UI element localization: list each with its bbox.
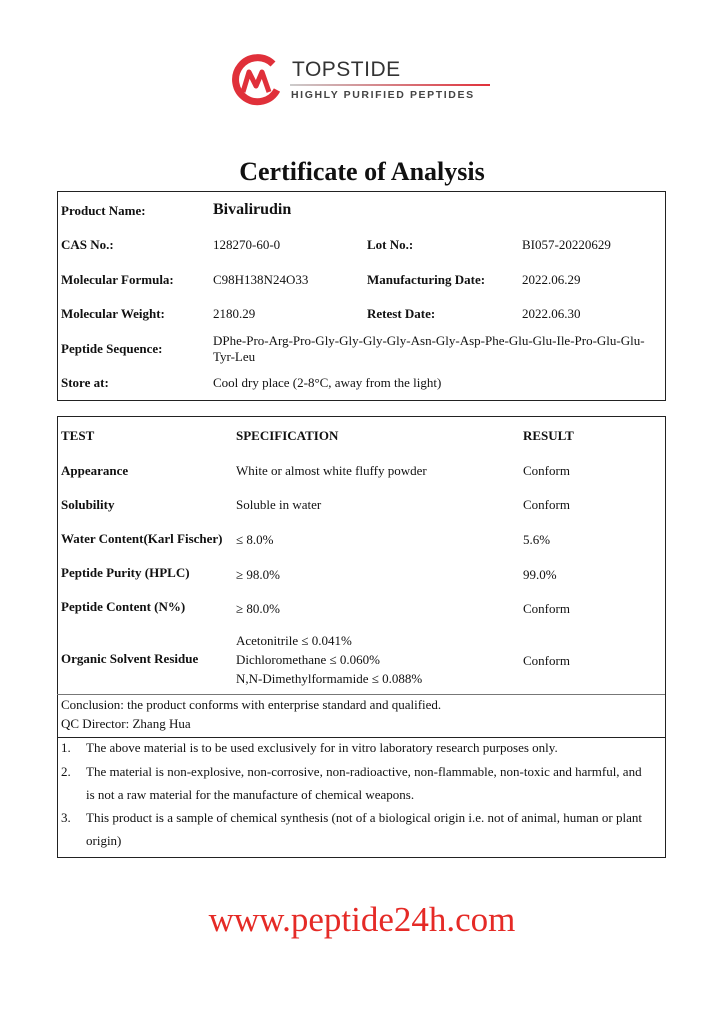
test-spec: Dichloromethane ≤ 0.060% (236, 652, 380, 667)
note-number: 1. (61, 740, 71, 755)
sequence-label: Peptide Sequence: (61, 341, 163, 356)
lot-label: Lot No.: (367, 237, 414, 252)
logo-divider (290, 84, 490, 86)
cas-label: CAS No.: (61, 237, 114, 252)
mfg-date-value: 2022.06.29 (522, 272, 581, 287)
note-text: The above material is to be used exclusively for in vitro laboratory research purposes only. (86, 740, 558, 755)
logo-brand: TOPSTIDE (292, 58, 401, 81)
note-text: The material is non-explosive, non-corrosive, non-radioactive, non-flammable, non-toxic and harmful, and (86, 764, 642, 779)
sequence-line-2: Tyr-Leu (213, 349, 256, 364)
store-label: Store at: (61, 375, 109, 390)
qc-director: QC Director: Zhang Hua (61, 716, 191, 731)
mw-label: Molecular Weight: (61, 306, 165, 321)
test-result: Conform (523, 653, 570, 668)
lot-value: BI057-20220629 (522, 237, 611, 252)
test-spec: ≥ 98.0% (236, 567, 280, 582)
retest-label: Retest Date: (367, 306, 436, 321)
note-text: This product is a sample of chemical synthesis (not of a biological origin i.e. not of animal, human or plant (86, 810, 642, 825)
test-spec: ≤ 8.0% (236, 532, 274, 547)
divider (57, 694, 665, 695)
test-spec: ≥ 80.0% (236, 601, 280, 616)
store-value: Cool dry place (2-8°C, away from the light) (213, 375, 442, 390)
test-name: Peptide Purity (HPLC) (61, 565, 190, 580)
result-header: RESULT (523, 428, 574, 443)
test-spec: N,N-Dimethylformamide ≤ 0.088% (236, 671, 423, 686)
test-header: TEST (61, 428, 95, 443)
note-text: origin) (86, 833, 122, 848)
test-name: Solubility (61, 497, 115, 512)
product-name: Bivalirudin (213, 201, 292, 218)
test-spec: White or almost white fluffy powder (236, 463, 427, 478)
product-info-box (57, 191, 666, 401)
test-name: Peptide Content (N%) (61, 599, 186, 614)
logo-tagline: HIGHLY PURIFIED PEPTIDES (291, 89, 475, 101)
test-name: Water Content(Karl Fischer) (61, 531, 223, 546)
page-title: Certificate of Analysis (239, 157, 485, 186)
note-number: 2. (61, 764, 71, 779)
divider (57, 737, 665, 738)
spec-header: SPECIFICATION (236, 428, 339, 443)
topstide-logo-icon (229, 54, 283, 108)
test-result: Conform (523, 601, 570, 616)
watermark: www.peptide24h.com (208, 900, 516, 939)
test-result: Conform (523, 463, 570, 478)
product-name-label: Product Name: (61, 203, 146, 218)
test-name: Organic Solvent Residue (61, 651, 199, 666)
retest-value: 2022.06.30 (522, 306, 581, 321)
sequence-line-1: DPhe-Pro-Arg-Pro-Gly-Gly-Gly-Gly-Asn-Gly-Asp-Phe-Glu-Glu-Ile-Pro-Glu-Glu- (213, 333, 645, 348)
test-name: Appearance (61, 463, 129, 478)
formula-value: C98H138N24O33 (213, 272, 309, 287)
note-number: 3. (61, 810, 71, 825)
test-spec: Soluble in water (236, 497, 322, 512)
conclusion: Conclusion: the product conforms with enterprise standard and qualified. (61, 697, 442, 712)
mfg-date-label: Manufacturing Date: (367, 272, 486, 287)
test-result: Conform (523, 497, 570, 512)
note-text: is not a raw material for the manufacture of chemical weapons. (86, 787, 415, 802)
formula-label: Molecular Formula: (61, 272, 174, 287)
test-result: 99.0% (523, 567, 557, 582)
test-result: 5.6% (523, 532, 551, 547)
test-spec: Acetonitrile ≤ 0.041% (236, 633, 352, 648)
mw-value: 2180.29 (213, 306, 256, 321)
cas-value: 128270-60-0 (213, 237, 281, 252)
